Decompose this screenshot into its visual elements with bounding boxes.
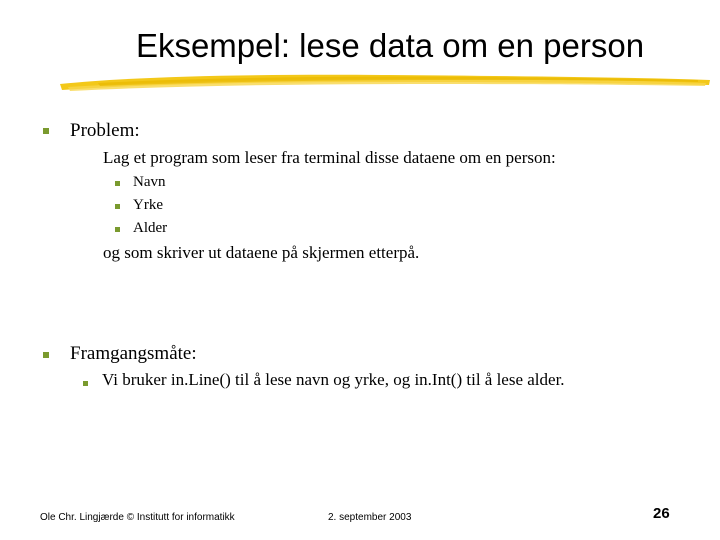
problem-outro: og som skriver ut dataene på skjermen etterpå. [103, 243, 420, 262]
problem-heading: Problem: [70, 120, 140, 141]
bullet-problem [43, 124, 49, 138]
bullet-item-alder [115, 222, 120, 236]
problem-intro: Lag et program som leser fra terminal disse dataene om en person: [103, 148, 556, 167]
title-underline [58, 68, 712, 96]
square-bullet-icon [43, 128, 49, 134]
bullet-item-navn [115, 176, 120, 190]
footer-date: 2. september 2003 [328, 512, 412, 523]
bullet-item-yrke [115, 199, 120, 213]
square-bullet-icon [115, 204, 120, 209]
bullet-approach [43, 348, 49, 362]
footer-author: Ole Chr. Lingjærde © Institutt for informatikk [40, 512, 235, 523]
problem-item-alder: Alder [133, 220, 168, 236]
approach-item: Vi bruker in.Line() til å lese navn og yrke, og in.Int() til å lese alder. [102, 370, 565, 389]
square-bullet-icon [43, 352, 49, 358]
problem-item-navn: Navn [133, 174, 166, 190]
slide-title: Eksempel: lese data om en person [135, 27, 645, 64]
approach-heading: Framgangsmåte: [70, 343, 197, 364]
square-bullet-icon [83, 381, 88, 386]
problem-item-yrke: Yrke [133, 197, 163, 213]
square-bullet-icon [115, 181, 120, 186]
square-bullet-icon [115, 227, 120, 232]
page-number: 26 [653, 505, 670, 522]
bullet-approach-item [83, 376, 88, 390]
